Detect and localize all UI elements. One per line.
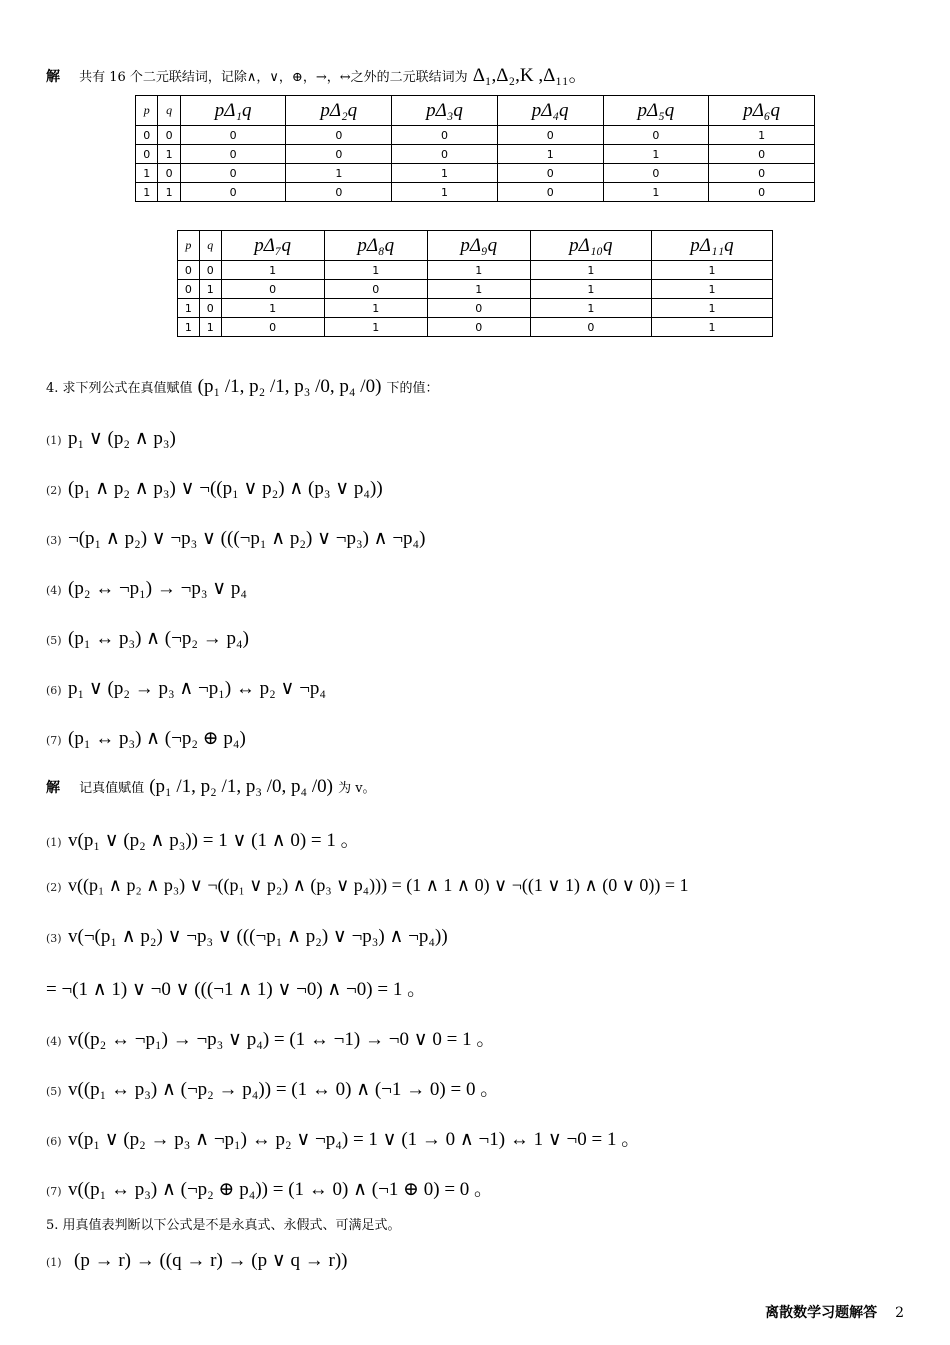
table-cell: 1 [221,299,324,318]
formula-label: (1) [46,434,62,447]
answer-7 [46,1174,493,1201]
table-cell: 0 [180,164,286,183]
table-cell: 0 [497,126,603,145]
table-cell: 0 [286,145,392,164]
formula-expr: ¬(p₁ ∧ p₂) ∨ ¬p₃ ∨ (((¬p₁ ∧ p₂) ∨ ¬p₃) ∧ ¬p₄) [68,528,426,549]
table-cell: 0 [178,280,200,299]
table-cell: 0 [136,126,158,145]
formula-7 [46,727,246,750]
formula-label: (3) [46,534,62,547]
table-cell: 0 [221,318,324,337]
answer-label: (7) [46,1185,62,1198]
table-row [136,145,815,164]
formula-5 [46,627,249,650]
table-cell: 0 [392,126,498,145]
table-cell: 1 [651,261,772,280]
answer-label: (6) [46,1135,62,1148]
table-cell: 1 [286,164,392,183]
answer-label: (5) [46,1085,62,1098]
table-row [136,183,815,202]
solution-assignment: (p₁ /1, p₂ /1, p₃ /0, p₄ /0) [149,776,333,797]
answer-label: (3) [46,932,62,945]
formula-expr: (p₂ ↔ ¬p₁) → ¬p₃ ∨ p₄ [68,578,247,599]
formula-label: (4) [46,584,62,597]
solution-prefix: 记真值赋值 [79,781,145,796]
answer-2 [46,875,689,896]
footer-title: 离散数学习题解答 [765,1305,878,1321]
formula-label: (6) [46,684,62,697]
answer-expr: v(¬(p₁ ∧ p₂) ∨ ¬p₃ ∨ (((¬p₁ ∧ p₂) ∨ ¬p₃) ∧ ¬p₄)) [68,926,448,947]
table-cell: 0 [324,280,427,299]
header-cell: pΔ₄q [497,96,603,126]
answer-3 [46,925,448,948]
answer-6 [46,1124,640,1151]
formula-expr: (p → r) → ((q → r) → (p ∨ q → r)) [74,1250,348,1271]
solution-mark: 解 [46,69,60,85]
table-cell: 1 [530,261,651,280]
header-cell: p [178,231,200,261]
table-cell: 1 [158,183,180,202]
table-cell: 1 [178,299,200,318]
header-cell: pΔ₇q [221,231,324,261]
table-cell: 0 [709,164,815,183]
formula-2 [46,477,383,500]
table-cell: 1 [651,299,772,318]
table-cell: 1 [178,318,200,337]
header-cell: pΔ₁₀q [530,231,651,261]
table-cell: 0 [199,261,221,280]
table-cell: 0 [136,145,158,164]
table-cell: 1 [158,145,180,164]
table-cell: 0 [530,318,651,337]
answer-5 [46,1074,499,1101]
table-cell: 1 [427,280,530,299]
table-cell: 1 [199,318,221,337]
formula-6 [46,677,326,700]
intro-symbols: Δ₁,Δ₂,K ,Δ₁₁。 [472,65,588,86]
page-number: 2 [895,1305,904,1321]
table-cell: 1 [221,261,324,280]
table-row [178,261,773,280]
header-cell: pΔ₁q [180,96,286,126]
table-cell: 0 [427,299,530,318]
table-cell: 1 [136,164,158,183]
table-cell: 1 [603,183,709,202]
table-cell: 0 [221,280,324,299]
page-footer [765,1302,904,1322]
table-cell: 1 [199,280,221,299]
formula-label: (1) [46,1256,62,1269]
table-cell: 0 [180,126,286,145]
table-cell: 1 [497,145,603,164]
solution-mark: 解 [46,780,60,796]
table-cell: 1 [324,261,427,280]
answer-expr: v((p₂ ↔ ¬p₁) → ¬p₃ ∨ p₄) = (1 ↔ ¬1) → ¬0 ∨ 0 = 1 。 [68,1029,496,1050]
table-cell: 0 [497,183,603,202]
table-cell: 0 [709,145,815,164]
table-row [178,318,773,337]
answer-expr: v((p₁ ∧ p₂ ∧ p₃) ∨ ¬((p₁ ∨ p₂) ∧ (p₃ ∨ p₄))) = (1 ∧ 1 ∧ 0) ∨ ¬((1 ∨ 1) ∧ (0 ∨ 0)) = 1 [68,875,689,895]
question-4-assignment: (p₁ /1, p₂ /1, p₃ /0, p₄ /0) [197,376,382,397]
table-cell: 0 [286,126,392,145]
formula-3 [46,527,426,550]
answer-1 [46,825,360,852]
table-header-row [136,96,815,126]
table-cell: 1 [530,299,651,318]
header-cell: pΔ₆q [709,96,815,126]
header-cell: pΔ₁₁q [651,231,772,261]
formula-expr: (p₁ ↔ p₃) ∧ (¬p₂ ⊕ p₄) [68,728,246,749]
header-cell: q [158,96,180,126]
formula-expr: p₁ ∨ (p₂ → p₃ ∧ ¬p₁) ↔ p₂ ∨ ¬p₄ [68,678,327,699]
table-cell: 0 [158,164,180,183]
table-cell: 0 [427,318,530,337]
formula-label: (2) [46,484,62,497]
table-cell: 1 [136,183,158,202]
table-row [178,299,773,318]
answer-label: (1) [46,836,62,849]
table-cell: 0 [178,261,200,280]
answer-3-cont [46,974,426,1001]
solution-suffix: 为 v。 [338,781,376,796]
answer-label: (2) [46,881,62,894]
table-cell: 1 [392,164,498,183]
table-cell: 1 [427,261,530,280]
answer-label: (4) [46,1035,62,1048]
intro-text: 共有 16 个二元联结词，记除∧，∨，⊕，→，↔之外的二元联结词为 [79,70,468,85]
solution-intro [46,776,376,798]
formula-expr: (p₁ ↔ p₃) ∧ (¬p₂ → p₄) [68,628,249,649]
question-5 [46,1214,401,1233]
connective-table-1 [135,95,815,202]
formula-label: (7) [46,734,62,747]
table-cell: 0 [286,183,392,202]
answer-expr: v((p₁ ↔ p₃) ∧ (¬p₂ → p₄)) = (1 ↔ 0) ∧ (¬1 → 0) = 0 。 [68,1079,500,1100]
table-cell: 0 [180,183,286,202]
header-cell: q [199,231,221,261]
table-cell: 0 [603,126,709,145]
header-cell: p [136,96,158,126]
question-4 [46,376,439,398]
question-4-suffix: 下的值： [386,381,439,396]
table-cell: 0 [158,126,180,145]
header-cell: pΔ₈q [324,231,427,261]
table-cell: 0 [603,164,709,183]
question-5-formula [46,1249,348,1272]
table-cell: 1 [392,183,498,202]
table-row [136,164,815,183]
question-5-text: 5. 用真值表判断以下公式是不是永真式、永假式、可满足式。 [46,1218,401,1233]
answer-4 [46,1024,495,1051]
header-cell: pΔ₉q [427,231,530,261]
header-cell: pΔ₂q [286,96,392,126]
question-4-prefix: 4. 求下列公式在真值赋值 [46,381,193,396]
header-cell: pΔ₅q [603,96,709,126]
answer-expr: v(p₁ ∨ (p₂ → p₃ ∧ ¬p₁) ↔ p₂ ∨ ¬p₄) = 1 ∨ (1 → 0 ∧ ¬1) ↔ 1 ∨ ¬0 = 1 。 [68,1129,641,1150]
table-cell: 0 [392,145,498,164]
answer-expr: = ¬(1 ∧ 1) ∨ ¬0 ∨ (((¬1 ∧ 1) ∨ ¬0) ∧ ¬0) = 1 。 [46,979,427,1000]
table-cell: 0 [709,183,815,202]
table-cell: 1 [651,280,772,299]
table-cell: 0 [199,299,221,318]
formula-4 [46,577,247,600]
connective-table-2 [177,230,773,337]
header-cell: pΔ₃q [392,96,498,126]
table-cell: 1 [709,126,815,145]
formula-expr: p₁ ∨ (p₂ ∧ p₃) [68,428,176,449]
answer-expr: v((p₁ ↔ p₃) ∧ (¬p₂ ⊕ p₄)) = (1 ↔ 0) ∧ (¬1 ⊕ 0) = 0 。 [68,1179,494,1200]
intro-line [46,60,588,87]
answer-expr: v(p₁ ∨ (p₂ ∧ p₃)) = 1 ∨ (1 ∧ 0) = 1 。 [68,830,360,851]
table-cell: 0 [497,164,603,183]
formula-1 [46,427,176,450]
table-cell: 1 [651,318,772,337]
table-cell: 1 [324,299,427,318]
formula-label: (5) [46,634,62,647]
table-cell: 1 [530,280,651,299]
table-header-row [178,231,773,261]
table-cell: 1 [603,145,709,164]
table-row [136,126,815,145]
table-cell: 1 [324,318,427,337]
formula-expr: (p₁ ∧ p₂ ∧ p₃) ∨ ¬((p₁ ∨ p₂) ∧ (p₃ ∨ p₄)) [68,478,383,499]
table-cell: 0 [180,145,286,164]
table-row [178,280,773,299]
